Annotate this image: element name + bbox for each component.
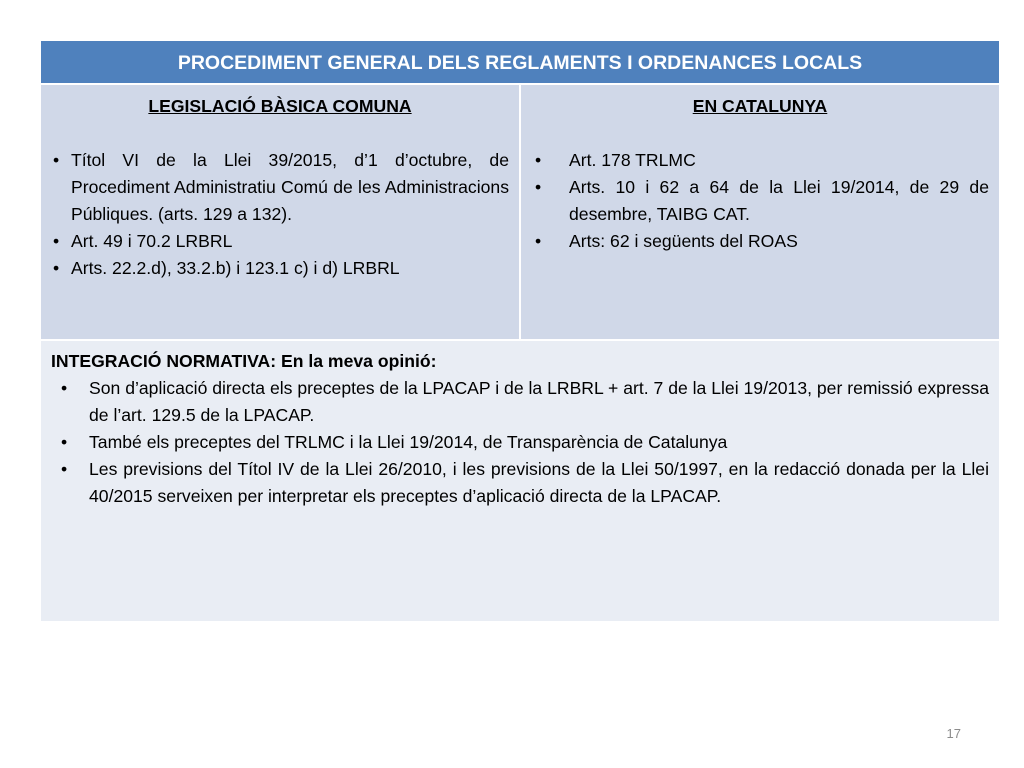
basic-legislation-title: LEGISLACIÓ BÀSICA COMUNA xyxy=(148,96,412,116)
bullet-icon: • xyxy=(535,177,542,197)
bullet-icon: • xyxy=(61,378,68,398)
list-item: • Son d’aplicació directa els preceptes de la LPACAP i de la LRBRL + art. 7 de la Llei 19/2013, per remissió expressa de l’art. 129.5 de la LPACAP. xyxy=(51,375,989,429)
bullet-icon: • xyxy=(61,432,68,452)
catalonia-title: EN CATALUNYA xyxy=(692,96,828,116)
bullet-icon: • xyxy=(535,231,542,251)
normative-integration-title: INTEGRACIÓ NORMATIVA: En la meva opinió: xyxy=(51,351,437,371)
list-item: • Arts. 22.2.d), 33.2.b) i 123.1 c) i d) LRBRL xyxy=(51,255,509,282)
bullet-icon: • xyxy=(53,150,60,170)
bullet-icon: • xyxy=(53,258,60,278)
catalonia-list xyxy=(531,147,989,255)
list-item: • Les previsions del Títol IV de la Llei 26/2010, i les previsions de la Llei 50/1997, en la redacció donada per la Llei 40/2015 serveixen per interpretar els preceptes d’aplicació directa de la LPACAP. xyxy=(51,456,989,510)
bullet-icon: • xyxy=(535,150,542,170)
catalonia-cell xyxy=(520,84,1000,340)
list-item: • Arts. 10 i 62 a 64 de la Llei 19/2014, de 29 de desembre, TAIBG CAT. xyxy=(531,174,989,228)
list-item: • També els preceptes del TRLMC i la Llei 19/2014, de Transparència de Catalunya xyxy=(51,429,989,456)
legislation-row xyxy=(40,84,1000,340)
list-item: • Títol VI de la Llei 39/2015, d’1 d’octubre, de Procediment Administratiu Comú de les Administracions Públiques. (arts. 129 a 132). xyxy=(51,147,509,228)
basic-legislation-list xyxy=(51,147,509,282)
table-header: PROCEDIMENT GENERAL DELS REGLAMENTS I ORDENANCES LOCALS xyxy=(40,40,1000,84)
slide-table xyxy=(40,40,1000,622)
basic-legislation-cell xyxy=(40,84,520,340)
list-item: • Arts: 62 i següents del ROAS xyxy=(531,228,989,255)
bullet-icon: • xyxy=(61,459,68,479)
page-number: 17 xyxy=(946,726,961,741)
normative-integration-cell xyxy=(40,340,1000,622)
list-item: • Art. 178 TRLMC xyxy=(531,147,989,174)
normative-integration-list xyxy=(51,375,989,510)
bullet-icon: • xyxy=(53,231,60,251)
list-item: • Art. 49 i 70.2 LRBRL xyxy=(51,228,509,255)
